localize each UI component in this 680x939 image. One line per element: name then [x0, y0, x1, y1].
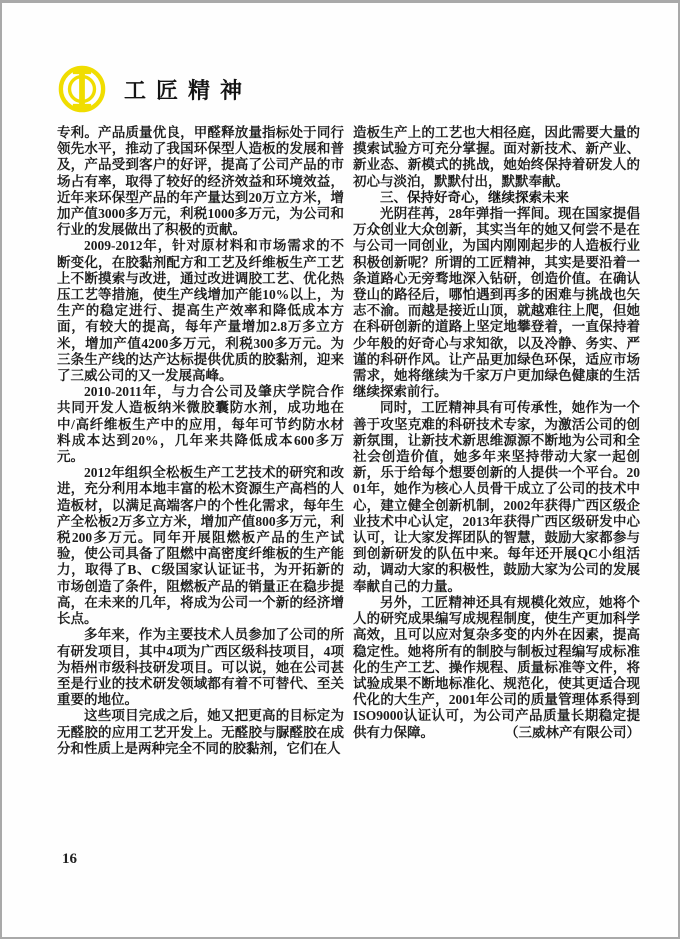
body-paragraph: 2009-2012年，针对原材料和市场需求的不断变化，在胶黏剂配方和工艺及纤维板生产工艺上不断摸索与改进，通过改进调胶工艺、优化热压工艺等措施，使生产线增加产能10%以上，为生产的稳定进行、提高生产效率和降低成本方面，有较大的提高，每年产量增加2.8万多立方米，增加产值4200多万元，利税300多万元。为三条生产线的达产达标提供优质的胶黏剂，迎来了三威公司的又一发展高峰。	[57, 238, 344, 384]
body-paragraph: 2010-2011年，与力合公司及肇庆学院合作共同开发人造板纳米微胶囊防水剂，成功地在中/高纤维板生产中的应用，每年可节约防水材料成本达到20%，几年来共降低成本600多万元。	[57, 384, 344, 465]
book-title: 工匠精神	[124, 77, 253, 103]
right-column	[353, 125, 640, 757]
article-body	[2, 113, 678, 757]
body-paragraph: 造板生产上的工艺也大相径庭，因此需要大量的摸索试验方可充分掌握。面对新技术、新产业、新业态、新模式的挑战，她始终保持着研发人的初心与淡泊，默默付出，默默奉献。	[353, 125, 640, 189]
body-paragraph: 多年来，作为主要技术人员参加了公司的所有研发项目，其中4项为广西区级科技项目，4项为梧州市级科技研发项目。可以说，她在公司甚至是行业的技术研发领域都有着不可替代、至关重要的地位。	[57, 627, 344, 708]
body-paragraph: 这些项目完成之后，她又把更高的目标定为无醛胶的应用工艺开发上。无醛胶与脲醛胶在成分和性质上是两种完全不同的胶黏剂，它们在人	[57, 708, 344, 756]
body-paragraph: 2012年组织全松板生产工艺技术的研究和改进，充分利用本地丰富的松木资源生产高档的人造板材，以满足高端客户的个性化需求，每年生产全松板2万多立方米，增加产值800多万元，利税200多万元。同年开展阻燃板产品的生产试验，使公司具备了阻燃中高密度纤维板的生产能力，取得了B、C级国家认证证书，为开拓新的市场创造了条件，阻燃板产品的销量正在稳步提高，在未来的几年，将成为公司一个新的经济增长点。	[57, 465, 344, 627]
section-heading: 三、保持好奇心，继续探索未来	[380, 189, 569, 205]
body-paragraph: 另外，工匠精神还具有规模化效应，她将个人的研究成果编写成规程制度，使生产更加科学高效，且可以应对复杂多变的内外在因素，提高稳定性。她将所有的制胶与制板过程编写成标准化的生产工艺、操作规程、质量标准等文件，将试验成果不断地标准化、规范化，使其更适合现代化的大生产，2001年公司的质量管理体系得到ISO9000认证认可，为公司产品质量长期稳定提供有力保障。 （三威林产有限公司）	[353, 594, 640, 740]
page-number: 16	[62, 851, 77, 867]
body-paragraph: 光阴荏苒，28年弹指一挥间。现在国家提倡万众创业大众创新，其实当年的她又何尝不是在与公司一同创业，为国内刚刚起步的人造板行业积极创新呢？所谓的工匠精神，其实是要沿着一条道路心无旁骛地深入钻研，创造价值。在确认登山的路径后，哪怕遇到再多的困难与挑战也矢志不渝。而越是接近山顶，就越难往上爬，但她在科研创新的道路上坚定地攀登着，一直保持着少年般的好奇心与求知欲，以及冷静、务实、严谨的科研作风。让产品更加绿色环保，适应市场需求，她将继续为千家万户更加绿色健康的生活继续探索前行。	[353, 206, 640, 400]
source-attribution: （三威林产有限公司）	[505, 724, 640, 740]
body-paragraph: 同时，工匠精神具有可传承性，她作为一个善于攻坚克难的科研技术专家，为激活公司的创新氛围，让新技术新思维源源不断地为公司和全社会创造价值，她多年来坚持带动大家一起创新，乐于给每个想要创新的人提供一个平台。2001年，她作为核心人员骨干成立了公司的技术中心，建立健全创新机制，2002年获得广西区级企业技术中心认定，2013年获得广西区级研发中心认可，让大家发挥团队的智慧，鼓励大家都参与到创新研发的队伍中来。每年还开展QC小组活动，调动大家的积极性，鼓励大家为公司的发展奉献自己的力量。	[353, 400, 640, 594]
left-column	[57, 125, 344, 757]
page-header	[2, 3, 678, 113]
body-paragraph: 专利。产品质量优良，甲醛释放量指标处于同行领先水平，推动了我国环保型人造板的发展和普及，产品受到客户的好评，提高了公司产品的市场占有率，取得了较好的经济效益和环境效益，近年来环保型产品的年产量达到20万立方米，增加产值3000多万元，利税1000多万元，为公司和行业的发展做出了积极的贡献。	[57, 125, 344, 238]
trade-union-emblem-icon	[57, 65, 107, 113]
